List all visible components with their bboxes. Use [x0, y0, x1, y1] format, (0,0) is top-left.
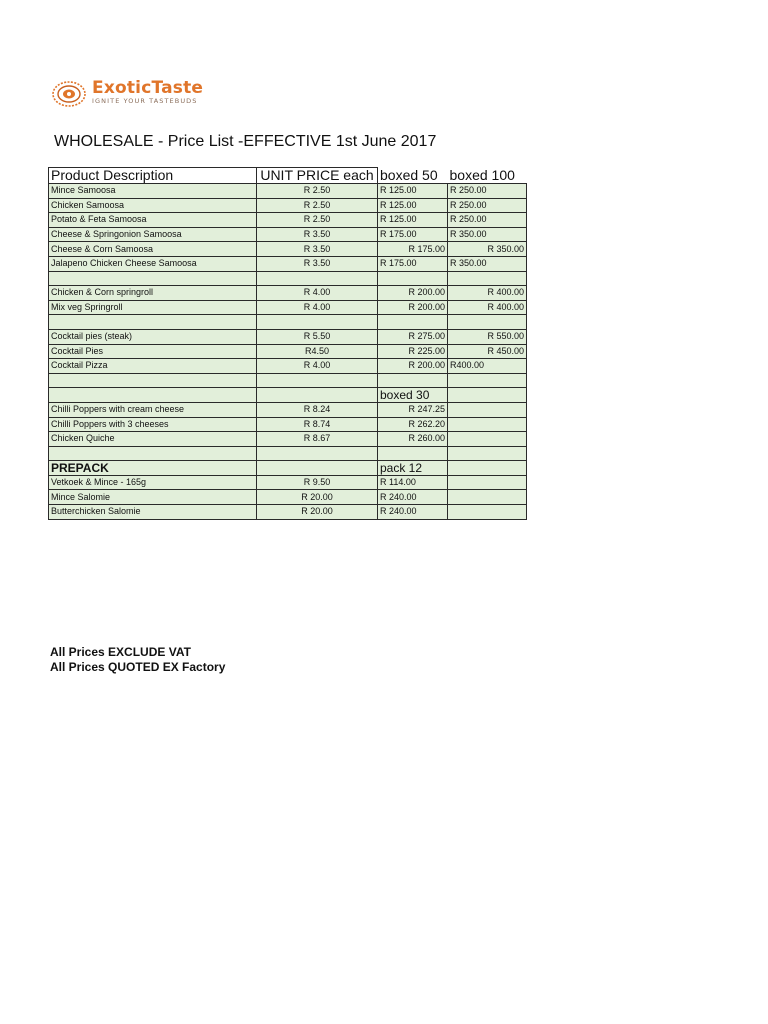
blank-cell [257, 373, 378, 388]
unit-price: R 3.50 [257, 227, 378, 242]
blank-cell [257, 446, 378, 461]
product-name: Mince Salomie [49, 490, 257, 505]
table-row [49, 213, 527, 228]
unit-price: R 4.00 [257, 359, 378, 374]
table-row [49, 184, 527, 199]
box-price-a: R 200.00 [378, 300, 448, 315]
sun-mandala-icon [52, 80, 86, 108]
section-label [49, 388, 257, 403]
section-empty-cell [257, 461, 378, 476]
box-price-b: R 400.00 [448, 300, 527, 315]
product-name: Cocktail pies (steak) [49, 329, 257, 344]
product-name: Potato & Feta Samoosa [49, 213, 257, 228]
header-unit-price: UNIT PRICE each [257, 168, 378, 184]
box-price-a: R 247.25 [378, 402, 448, 417]
product-name: Vetkoek & Mince - 165g [49, 475, 257, 490]
unit-price: R4.50 [257, 344, 378, 359]
header-boxed-50: boxed 50 [378, 168, 448, 184]
box-price-b [448, 402, 527, 417]
blank-cell [49, 271, 257, 286]
unit-price: R 5.50 [257, 329, 378, 344]
unit-price: R 8.24 [257, 402, 378, 417]
unit-price: R 4.00 [257, 286, 378, 301]
product-name: Cheese & Corn Samoosa [49, 242, 257, 257]
unit-price: R 20.00 [257, 490, 378, 505]
box-price-b [448, 417, 527, 432]
product-name: Chilli Poppers with cream cheese [49, 402, 257, 417]
section-pack-label: pack 12 [378, 461, 448, 476]
blank-cell [448, 271, 527, 286]
box-price-b: R 400.00 [448, 286, 527, 301]
box-price-a: R 240.00 [378, 505, 448, 520]
box-price-b: R 550.00 [448, 329, 527, 344]
section-header-row [49, 461, 527, 476]
box-price-b: R 250.00 [448, 213, 527, 228]
product-name: Butterchicken Salomie [49, 505, 257, 520]
blank-cell [257, 271, 378, 286]
table-row [49, 359, 527, 374]
product-name: Mix veg Springroll [49, 300, 257, 315]
table-row [49, 417, 527, 432]
box-price-b: R 350.00 [448, 227, 527, 242]
box-price-b [448, 505, 527, 520]
product-name: Chicken & Corn springroll [49, 286, 257, 301]
blank-row [49, 315, 527, 330]
section-pack-label: boxed 30 [378, 388, 448, 403]
table-row [49, 344, 527, 359]
blank-cell [49, 373, 257, 388]
product-name: Jalapeno Chicken Cheese Samoosa [49, 256, 257, 271]
table-row [49, 490, 527, 505]
note-ex-factory: All Prices QUOTED EX Factory [50, 660, 226, 674]
table-row [49, 227, 527, 242]
logo-tagline: IGNITE YOUR TASTEBUDS [92, 97, 198, 105]
logo-name: ExoticTaste [92, 78, 204, 98]
blank-cell [378, 373, 448, 388]
blank-cell [378, 271, 448, 286]
box-price-b: R 250.00 [448, 198, 527, 213]
product-name: Cocktail Pies [49, 344, 257, 359]
box-price-a: R 125.00 [378, 198, 448, 213]
box-price-b [448, 475, 527, 490]
blank-cell [448, 315, 527, 330]
box-price-b: R400.00 [448, 359, 527, 374]
section-empty-cell [257, 388, 378, 403]
box-price-a: R 275.00 [378, 329, 448, 344]
table-row [49, 475, 527, 490]
note-vat: All Prices EXCLUDE VAT [50, 645, 191, 659]
unit-price: R 2.50 [257, 184, 378, 199]
price-table-body [49, 168, 527, 520]
table-row [49, 256, 527, 271]
section-empty-cell [448, 388, 527, 403]
company-logo [52, 78, 252, 110]
section-label: PREPACK [49, 461, 257, 476]
box-price-b [448, 490, 527, 505]
product-name: Cheese & Springonion Samoosa [49, 227, 257, 242]
unit-price: R 8.67 [257, 432, 378, 447]
table-row [49, 402, 527, 417]
unit-price: R 2.50 [257, 198, 378, 213]
table-row [49, 300, 527, 315]
product-name: Chicken Quiche [49, 432, 257, 447]
box-price-a: R 260.00 [378, 432, 448, 447]
blank-cell [448, 373, 527, 388]
box-price-a: R 175.00 [378, 227, 448, 242]
box-price-a: R 125.00 [378, 184, 448, 199]
unit-price: R 3.50 [257, 256, 378, 271]
box-price-b: R 350.00 [448, 242, 527, 257]
product-name: Chilli Poppers with 3 cheeses [49, 417, 257, 432]
box-price-b: R 350.00 [448, 256, 527, 271]
table-row [49, 432, 527, 447]
box-price-b [448, 432, 527, 447]
table-row [49, 505, 527, 520]
blank-cell [448, 446, 527, 461]
box-price-a: R 114.00 [378, 475, 448, 490]
table-row [49, 286, 527, 301]
box-price-a: R 175.00 [378, 256, 448, 271]
blank-row [49, 446, 527, 461]
box-price-a: R 175.00 [378, 242, 448, 257]
section-header-row [49, 388, 527, 403]
box-price-a: R 200.00 [378, 359, 448, 374]
unit-price: R 8.74 [257, 417, 378, 432]
page-title: WHOLESALE - Price List -EFFECTIVE 1st June 2017 [54, 133, 437, 150]
unit-price: R 2.50 [257, 213, 378, 228]
blank-cell [378, 446, 448, 461]
unit-price: R 20.00 [257, 505, 378, 520]
blank-cell [49, 446, 257, 461]
product-name: Mince Samoosa [49, 184, 257, 199]
box-price-b: R 450.00 [448, 344, 527, 359]
blank-cell [49, 315, 257, 330]
price-table [48, 167, 527, 520]
product-name: Cocktail Pizza [49, 359, 257, 374]
box-price-a: R 200.00 [378, 286, 448, 301]
box-price-b: R 250.00 [448, 184, 527, 199]
unit-price: R 4.00 [257, 300, 378, 315]
blank-row [49, 373, 527, 388]
blank-row [49, 271, 527, 286]
blank-cell [378, 315, 448, 330]
box-price-a: R 262.20 [378, 417, 448, 432]
box-price-a: R 240.00 [378, 490, 448, 505]
unit-price: R 9.50 [257, 475, 378, 490]
header-boxed-100: boxed 100 [448, 168, 527, 184]
table-row [49, 198, 527, 213]
blank-cell [257, 315, 378, 330]
box-price-a: R 125.00 [378, 213, 448, 228]
box-price-a: R 225.00 [378, 344, 448, 359]
table-row [49, 329, 527, 344]
unit-price: R 3.50 [257, 242, 378, 257]
table-row [49, 242, 527, 257]
header-product: Product Description [49, 168, 257, 184]
product-name: Chicken Samoosa [49, 198, 257, 213]
table-header-row [49, 168, 527, 184]
section-empty-cell [448, 461, 527, 476]
